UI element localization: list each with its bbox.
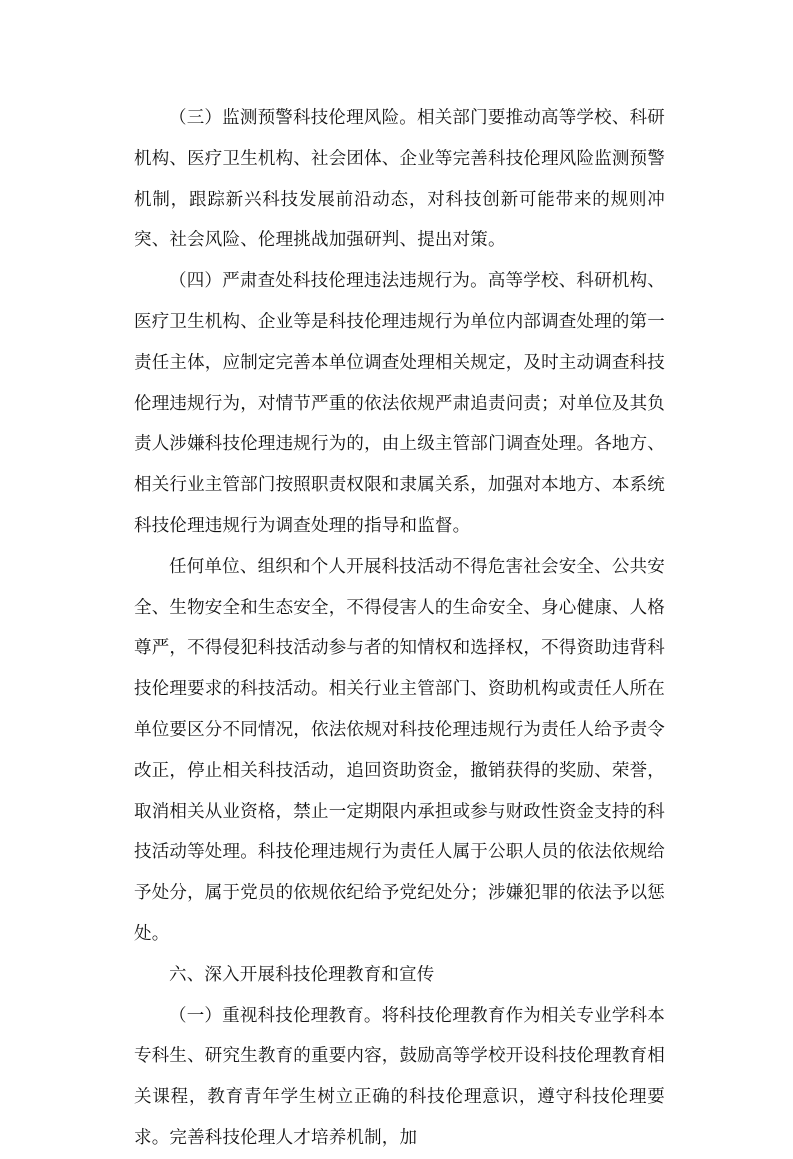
paragraph-risk-monitoring: （三）监测预警科技伦理风险。相关部门要推动高等学校、科研机构、医疗卫生机构、社会团体、企业等完善科技伦理风险监测预警机制，跟踪新兴科技发展前沿动态，对科技创新可能带来的规则冲突、社会风险、伦理挑战加强研判、提出对策。 <box>134 108 665 251</box>
paragraph-violation-handling: （四）严肃查处科技伦理违法违规行为。高等学校、科研机构、医疗卫生机构、企业等是科技伦理违规行为单位内部调查处理的第一责任主体，应制定完善本单位调查处理相关规定，及时主动调查科技伦理违规行为，对情节严重的依法依规严肃追责问责；对单位及其负责人涉嫌科技伦理违规行为的，由上级主管部门调查处理。各地方、相关行业主管部门按照职责权限和隶属关系，加强对本地方、本系统科技伦理违规行为调查处理的指导和监督。 <box>134 271 665 536</box>
paragraph-prohibitions: 任何单位、组织和个人开展科技活动不得危害社会安全、公共安全、生物安全和生态安全，不得侵害人的生命安全、身心健康、人格尊严，不得侵犯科技活动参与者的知情权和选择权，不得资助违背科技伦理要求的科技活动。相关行业主管部门、资助机构或责任人所在单位要区分不同情况，依法依规对科技伦理违规行为责任人给予责令改正，停止相关科技活动，追回资助资金，撤销获得的奖励、荣誉，取消相关从业资格，禁止一定期限内承担或参与财政性资金支持的科技活动等处理。科技伦理违规行为责任人属于公职人员的依法依规给予处分，属于党员的依规依纪给予党纪处分；涉嫌犯罪的依法予以惩处。 <box>134 556 665 944</box>
section-heading-education: 六、深入开展科技伦理教育和宣传 <box>169 964 435 985</box>
paragraph-ethics-education: （一）重视科技伦理教育。将科技伦理教育作为相关专业学科本专科生、研究生教育的重要内容，鼓励高等学校开设科技伦理教育相关课程，教育青年学生树立正确的科技伦理意识，遵守科技伦理要求。完善科技伦理人才培养机制，加 <box>134 1005 665 1148</box>
document-body <box>134 98 665 1159</box>
